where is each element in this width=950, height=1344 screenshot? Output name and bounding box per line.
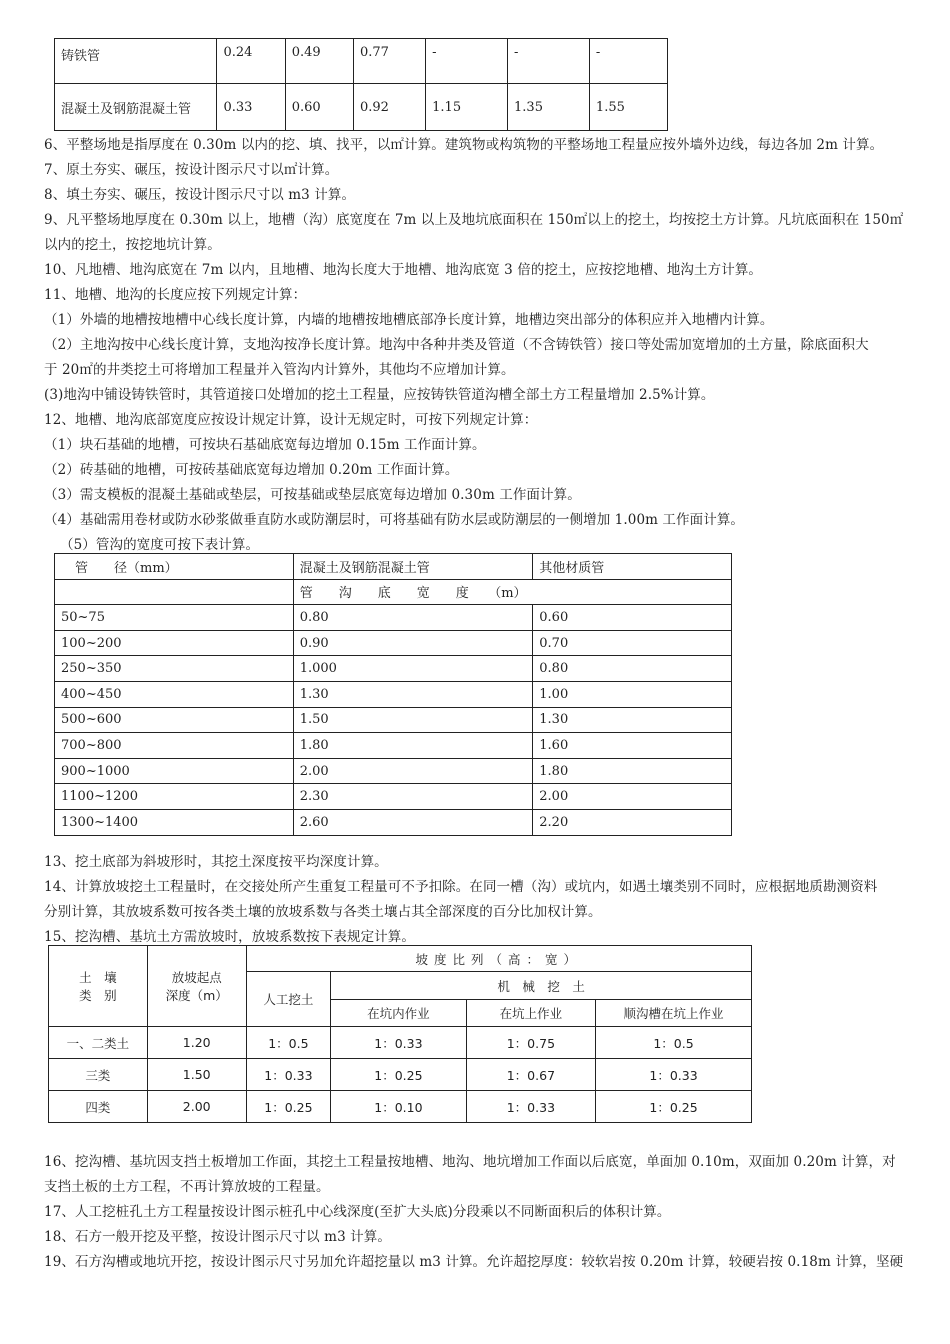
table-cell: 1：0.33 [466,1091,595,1123]
table-cell: 700~800 [55,733,294,759]
table-cell: 1100~1200 [55,784,294,810]
table-row [55,84,668,131]
paragraph-line: 支挡土板的土方工程，不再计算放坡的工程量。 [44,1179,330,1195]
table-cell: 1.30 [293,681,533,707]
table-cell: 四类 [49,1091,148,1123]
table-cell: 1：0.5 [596,1027,752,1059]
paragraph-line: 7、原土夯实、碾压，按设计图示尺寸以㎡计算。 [44,162,339,178]
paragraph-line: 11、地槽、地沟的长度应按下列规定计算： [44,287,307,303]
table-header-cell: 顺沟槽在坑上作业 [596,1000,752,1027]
table-cell: 1.35 [508,84,590,131]
table-subheader-cell: 管 沟 底 宽 度 （m） [293,579,731,605]
header-depth-label: 放坡起点 [171,970,222,985]
table-cell: 0.92 [353,84,425,131]
paragraph-line: 18、石方一般开挖及平整，按设计图示尺寸以 m3 计算。 [44,1229,391,1245]
table-cell: 0.90 [293,630,533,656]
table-cell: 250~350 [55,656,294,682]
table-cell: 1.55 [589,84,667,131]
table-cell: 0.77 [353,39,425,84]
table-row [55,733,732,759]
table-header-cell: 人工挖土 [246,972,331,1027]
table-cell: 1：0.33 [246,1059,331,1091]
table-cell: 2.60 [293,809,533,835]
paragraph-line: 17、人工挖桩孔土方工程量按设计图示桩孔中心线深度(至扩大头底)分段乘以不同断面积后的体积计算。 [44,1204,671,1220]
table-row [55,707,732,733]
paragraph-line: （2）砖基础的地槽，可按砖基础底宽每边增加 0.20m 工作面计算。 [44,462,459,478]
table-row [55,784,732,810]
table-row [55,681,732,707]
paragraph-line: 于 20㎡的井类挖土可将增加工程量并入管沟内计算外，其他均不应增加计算。 [44,362,515,378]
table-cell: 1.80 [293,733,533,759]
table-cell: 1.80 [533,758,732,784]
paragraph-line: （5）管沟的宽度可按下表计算。 [60,537,260,553]
slope-coefficient-table [48,945,752,1123]
table-cell: 1：0.5 [246,1027,331,1059]
table-cell: 1：0.25 [246,1091,331,1123]
table-cell: 1.50 [293,707,533,733]
table-header-cell: 其他材质管 [533,554,732,580]
paragraph-line: 6、平整场地是指厚度在 0.30m 以内的挖、填、找平，以㎡计算。建筑物或构筑物的平整场地工程量应按外墙外边线，每边各加 2m 计算。 [44,137,884,153]
table-header-cell: 坡度比列（高：宽） [246,946,751,972]
table-cell: 1.60 [533,733,732,759]
table-cell [55,579,294,605]
table-cell: 1.15 [426,84,508,131]
paragraph-line: 9、凡平整场地厚度在 0.30m 以上，地槽（沟）底宽度在 7m 以上及地坑底面积在 150㎡以上的挖土，均按挖土方计算。凡坑底面积在 150㎡ [44,212,904,228]
paragraph-line: 分别计算，其放坡系数可按各类土壤的放坡系数与各类土壤占其全部深度的百分比加权计算。 [44,904,602,920]
table-cell: 0.80 [293,605,533,631]
table-cell: 1.00 [533,681,732,707]
trench-width-table [54,553,732,836]
paragraph-line: 15、挖沟槽、基坑土方需放坡时，放坡系数按下表规定计算。 [44,929,415,945]
table-cell: 0.60 [533,605,732,631]
table-header-cell: 在坑上作业 [466,1000,595,1027]
table-cell: 2.00 [533,784,732,810]
table-header-cell [147,946,246,1027]
paragraph-line: 8、填土夯实、碾压，按设计图示尺寸以 m3 计算。 [44,187,356,203]
table-cell: 0.60 [285,84,353,131]
table-cell: 铸铁管 [55,39,217,84]
table-cell: 1：0.25 [331,1059,467,1091]
table-row [55,630,732,656]
table-row [55,809,732,835]
table-cell: 1.50 [147,1059,246,1091]
table-cell: 1：0.67 [466,1059,595,1091]
table-header-cell: 在坑内作业 [331,1000,467,1027]
header-soil-label2: 类 别 [79,988,117,1003]
table-cell: 1：0.10 [331,1091,467,1123]
table-cell: - [508,39,590,84]
table-cell: 2.00 [147,1091,246,1123]
table-row [49,1091,752,1123]
table-cell: 0.33 [217,84,285,131]
header-soil-label: 土 壤 [79,970,117,985]
table-header-cell [49,946,148,1027]
table-cell: 1：0.33 [331,1027,467,1059]
table-header-cell: 混凝土及钢筋混凝土管 [293,554,533,580]
table-cell: - [589,39,667,84]
table-row [55,39,668,84]
table-cell: 2.00 [293,758,533,784]
table-cell: 1：0.75 [466,1027,595,1059]
paragraph-line: 13、挖土底部为斜坡形时，其挖土深度按平均深度计算。 [44,854,388,870]
table-cell: 1.20 [147,1027,246,1059]
table-cell: 0.80 [533,656,732,682]
table-cell: 1：0.33 [596,1059,752,1091]
pipe-table [54,38,668,131]
table-cell: 400~450 [55,681,294,707]
table-subheader-row [55,579,732,605]
table-row [55,605,732,631]
table-cell: 500~600 [55,707,294,733]
table-row [49,1027,752,1059]
table-header-cell: 管 径（mm） [55,554,294,580]
table-row [55,656,732,682]
paragraph-line: （1）外墙的地槽按地槽中心线长度计算，内墙的地槽按地槽底部净长度计算，地槽边突出部分的体积应并入地槽内计算。 [44,312,774,328]
table-cell: 50~75 [55,605,294,631]
header-depth-label2: 深度（m） [165,988,228,1003]
table-cell: 0.49 [285,39,353,84]
table-cell: 2.30 [293,784,533,810]
paragraph-line: (3)地沟中铺设铸铁管时，其管道接口处增加的挖土工程量，应按铸铁管道沟槽全部土方工程量增加 2.5%计算。 [44,387,715,403]
paragraph-line: （3）需支模板的混凝土基础或垫层，可按基础或垫层底宽每边增加 0.30m 工作面计算。 [44,487,581,503]
paragraph-line: 16、挖沟槽、基坑因支挡土板增加工作面，其挖土工程量按地槽、地沟、地坑增加工作面以后底宽，单面加 0.10m，双面加 0.20m 计算，对 [44,1154,896,1170]
paragraph-line: 19、石方沟槽或地坑开挖，按设计图示尺寸另加允许超挖量以 m3 计算。允许超挖厚度：较软岩按 0.20m 计算，较硬岩按 0.18m 计算，坚硬 [44,1254,904,1270]
paragraph-line: 10、凡地槽、地沟底宽在 7m 以内，且地槽、地沟长度大于地槽、地沟底宽 3 倍的挖土，应按挖地槽、地沟土方计算。 [44,262,763,278]
table-row [55,758,732,784]
paragraph-line: 以内的挖土，按挖地坑计算。 [44,237,221,253]
paragraph-line: （1）块石基础的地槽，可按块石基础底宽每边增加 0.15m 工作面计算。 [44,437,486,453]
paragraph-line: 12、地槽、地沟底部宽度应按设计规定计算，设计无规定时，可按下列规定计算： [44,412,538,428]
table-header-row [49,946,752,972]
table-cell: - [426,39,508,84]
table-cell: 100~200 [55,630,294,656]
table-cell: 一、二类土 [49,1027,148,1059]
table-cell: 2.20 [533,809,732,835]
table-cell: 混凝土及钢筋混凝土管 [55,84,217,131]
table-header-cell: 机 械 挖 土 [331,972,752,1000]
table-cell: 0.70 [533,630,732,656]
table-header-row [55,554,732,580]
paragraph-line: （4）基础需用卷材或防水砂浆做垂直防水或防潮层时，可将基础有防水层或防潮层的一侧增加 1.00m 工作面计算。 [44,512,745,528]
paragraph-line: （2）主地沟按中心线长度计算，支地沟按净长度计算。地沟中各种井类及管道（不含铸铁管）接口等处需加宽增加的土方量，除底面积大 [44,337,869,353]
table-cell: 1.30 [533,707,732,733]
paragraph-line: 14、计算放坡挖土工程量时，在交接处所产生重复工程量可不予扣除。在同一槽（沟）或坑内，如遇土壤类别不同时，应根据地质勘测资料 [44,879,878,895]
table-cell: 1300~1400 [55,809,294,835]
table-cell: 1：0.25 [596,1091,752,1123]
table-cell: 三类 [49,1059,148,1091]
table-cell: 0.24 [217,39,285,84]
table-cell: 1.000 [293,656,533,682]
table-row [49,1059,752,1091]
table-cell: 900~1000 [55,758,294,784]
